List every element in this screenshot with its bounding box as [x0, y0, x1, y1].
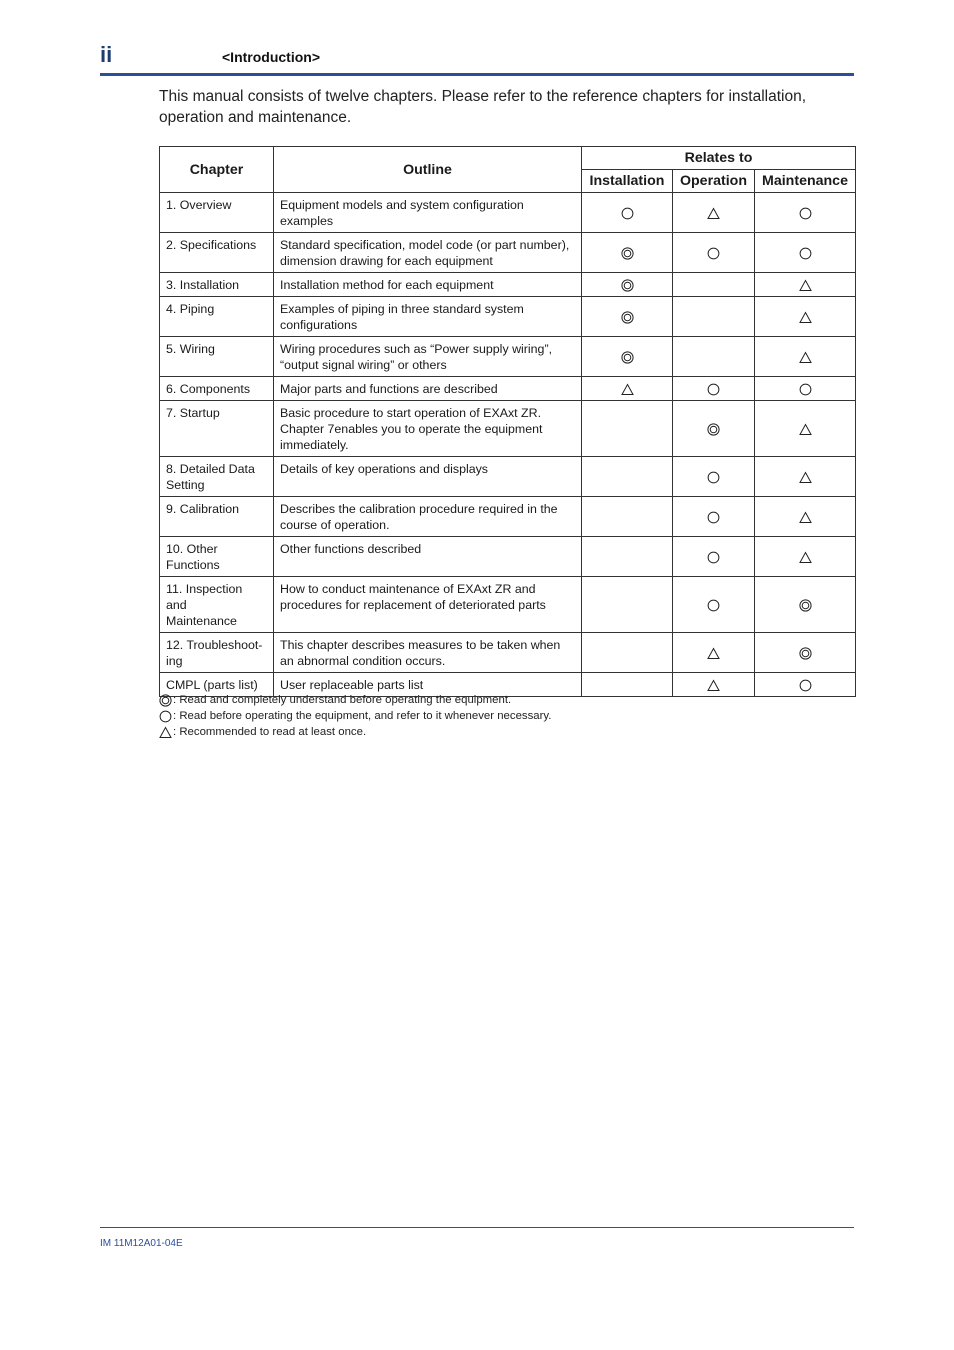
- maintenance-cell: [755, 297, 856, 337]
- outline-cell: Standard specification, model code (or part number), dimension drawing for each equipment: [274, 233, 582, 273]
- outline-cell: Major parts and functions are described: [274, 377, 582, 401]
- maintenance-cell: [755, 577, 856, 633]
- outline-cell: Wiring procedures such as “Power supply wiring”, “output signal wiring” or others: [274, 337, 582, 377]
- operation-cell: [673, 633, 755, 673]
- legend-text: : Read before operating the equipment, and refer to it whenever necessary.: [173, 710, 552, 722]
- table-row: [160, 337, 856, 377]
- table-row: [160, 497, 856, 537]
- triangle-icon: [707, 647, 720, 660]
- outline-cell: How to conduct maintenance of EXAxt ZR and procedures for replacement of deteriorated parts: [274, 577, 582, 633]
- triangle-icon: [159, 726, 172, 739]
- table-row: [160, 537, 856, 577]
- double-circle-icon: [707, 423, 720, 436]
- legend-item: [159, 708, 551, 724]
- chapter-cell: 11. Inspection and Maintenance: [160, 577, 274, 633]
- outline-cell: This chapter describes measures to be taken when an abnormal condition occurs.: [274, 633, 582, 673]
- maintenance-cell: [755, 401, 856, 457]
- circle-icon: [159, 710, 172, 723]
- circle-icon: [799, 383, 812, 396]
- maintenance-cell: [755, 377, 856, 401]
- triangle-icon: [799, 423, 812, 436]
- document-id: IM 11M12A01-04E: [100, 1238, 183, 1249]
- triangle-icon: [799, 311, 812, 324]
- table-row: [160, 633, 856, 673]
- chapter-table-body: [160, 193, 856, 697]
- circle-icon: [621, 207, 634, 220]
- installation-cell: [582, 401, 673, 457]
- circle-icon: [799, 247, 812, 260]
- page-number: ii: [100, 42, 113, 67]
- chapter-cell: 8. Detailed Data Setting: [160, 457, 274, 497]
- triangle-icon: [621, 383, 634, 396]
- legend-item: [159, 692, 551, 708]
- table-row: [160, 233, 856, 273]
- triangle-icon: [799, 279, 812, 292]
- outline-cell: Describes the calibration procedure required in the course of operation.: [274, 497, 582, 537]
- double-circle-icon: [621, 279, 634, 292]
- outline-cell: Examples of piping in three standard system configurations: [274, 297, 582, 337]
- operation-cell: [673, 273, 755, 297]
- col-outline-header: Outline: [274, 147, 582, 193]
- col-maintenance-header: Maintenance: [755, 170, 856, 193]
- chapter-cell: 9. Calibration: [160, 497, 274, 537]
- outline-cell: Other functions described: [274, 537, 582, 577]
- col-relates-header: Relates to: [582, 147, 856, 170]
- outline-cell: Installation method for each equipment: [274, 273, 582, 297]
- installation-cell: [582, 193, 673, 233]
- installation-cell: [582, 497, 673, 537]
- operation-cell: [673, 337, 755, 377]
- triangle-icon: [799, 471, 812, 484]
- operation-cell: [673, 297, 755, 337]
- installation-cell: [582, 457, 673, 497]
- double-circle-icon: [799, 647, 812, 660]
- col-installation-header: Installation: [582, 170, 673, 193]
- table-row: [160, 577, 856, 633]
- operation-cell: [673, 401, 755, 457]
- installation-cell: [582, 577, 673, 633]
- circle-icon: [799, 679, 812, 692]
- circle-icon: [707, 383, 720, 396]
- installation-cell: [582, 337, 673, 377]
- page-header: [100, 40, 854, 74]
- maintenance-cell: [755, 193, 856, 233]
- installation-cell: [582, 233, 673, 273]
- maintenance-cell: [755, 497, 856, 537]
- triangle-icon: [799, 351, 812, 364]
- operation-cell: [673, 457, 755, 497]
- maintenance-cell: [755, 337, 856, 377]
- double-circle-icon: [621, 247, 634, 260]
- installation-cell: [582, 537, 673, 577]
- table-row: [160, 193, 856, 233]
- legend-text: : Read and completely understand before operating the equipment.: [173, 694, 512, 706]
- double-circle-icon: [621, 311, 634, 324]
- triangle-icon: [799, 511, 812, 524]
- operation-cell: [673, 233, 755, 273]
- operation-cell: [673, 377, 755, 401]
- maintenance-cell: [755, 457, 856, 497]
- table-row: [160, 377, 856, 401]
- footer-divider: [100, 1227, 854, 1228]
- section-title: <Introduction>: [222, 49, 320, 65]
- installation-cell: [582, 297, 673, 337]
- installation-cell: [582, 633, 673, 673]
- maintenance-cell: [755, 633, 856, 673]
- maintenance-cell: [755, 233, 856, 273]
- installation-cell: [582, 673, 673, 697]
- chapter-cell: CMPL (parts list): [160, 673, 274, 697]
- chapter-cell: 7. Startup: [160, 401, 274, 457]
- header-divider: [100, 73, 854, 76]
- chapter-cell: 6. Components: [160, 377, 274, 401]
- table-row: [160, 457, 856, 497]
- table-row: [160, 401, 856, 457]
- chapter-cell: 1. Overview: [160, 193, 274, 233]
- table-row: [160, 273, 856, 297]
- operation-cell: [673, 537, 755, 577]
- col-chapter-header: Chapter: [160, 147, 274, 193]
- table-row: [160, 297, 856, 337]
- installation-cell: [582, 273, 673, 297]
- triangle-icon: [707, 207, 720, 220]
- legend-item: [159, 724, 551, 740]
- chapter-cell: 2. Specifications: [160, 233, 274, 273]
- outline-cell: Basic procedure to start operation of EXAxt ZR. Chapter 7enables you to operate the equipment immediately.: [274, 401, 582, 457]
- circle-icon: [707, 599, 720, 612]
- operation-cell: [673, 193, 755, 233]
- maintenance-cell: [755, 673, 856, 697]
- legend-text: : Recommended to read at least once.: [173, 726, 367, 738]
- symbol-legend: [159, 692, 551, 740]
- chapter-cell: 12. Troubleshoot- ing: [160, 633, 274, 673]
- operation-cell: [673, 673, 755, 697]
- circle-icon: [707, 471, 720, 484]
- double-circle-icon: [621, 351, 634, 364]
- double-circle-icon: [159, 694, 172, 707]
- circle-icon: [707, 551, 720, 564]
- chapter-cell: 5. Wiring: [160, 337, 274, 377]
- maintenance-cell: [755, 273, 856, 297]
- chapter-cell: 4. Piping: [160, 297, 274, 337]
- outline-cell: Details of key operations and displays: [274, 457, 582, 497]
- intro-paragraph: This manual consists of twelve chapters. Please refer to the reference chapters for installation, operation and maintenance.: [159, 88, 807, 126]
- double-circle-icon: [799, 599, 812, 612]
- triangle-icon: [707, 679, 720, 692]
- chapter-cell: 3. Installation: [160, 273, 274, 297]
- maintenance-cell: [755, 537, 856, 577]
- outline-cell: User replaceable parts list: [274, 673, 582, 697]
- circle-icon: [707, 247, 720, 260]
- col-operation-header: Operation: [673, 170, 755, 193]
- chapter-cell: 10. Other Functions: [160, 537, 274, 577]
- chapter-table: [159, 146, 856, 697]
- operation-cell: [673, 577, 755, 633]
- outline-cell: Equipment models and system configuration examples: [274, 193, 582, 233]
- circle-icon: [707, 511, 720, 524]
- installation-cell: [582, 377, 673, 401]
- circle-icon: [799, 207, 812, 220]
- operation-cell: [673, 497, 755, 537]
- triangle-icon: [799, 551, 812, 564]
